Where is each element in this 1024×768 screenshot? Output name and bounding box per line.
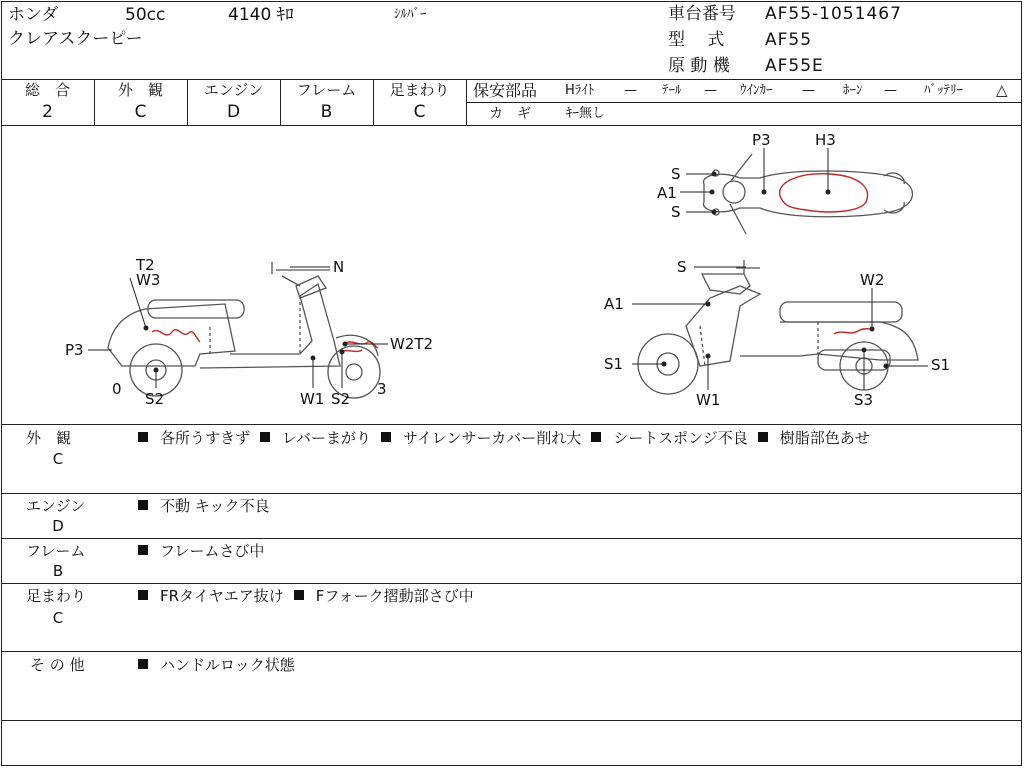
note-item: フレームさび中 <box>160 542 265 560</box>
label-left-w2t2: W2T2 <box>390 335 434 353</box>
bullet-icon <box>138 590 148 600</box>
grade-total-label: 総 合 <box>24 81 70 99</box>
label-left-3: 3 <box>377 380 387 398</box>
safety-winker-value: — <box>802 83 815 98</box>
damage-mark-top <box>780 174 868 212</box>
label-right-w1: W1 <box>696 391 721 409</box>
label-right-s3: S3 <box>854 391 874 409</box>
label-right-s1b: S1 <box>931 356 951 374</box>
note-item: 各所うすきず <box>160 429 251 447</box>
grade-engine-label: エンジン <box>203 81 264 99</box>
label-top-s1: S <box>671 165 681 183</box>
bullet-icon <box>138 545 148 555</box>
engine-label: 原 動 機 <box>668 56 730 76</box>
label-left-s2b: S2 <box>331 390 351 408</box>
label-top-p3: P3 <box>752 131 771 149</box>
scooter-diagrams <box>0 126 1024 424</box>
safety-tail-value: — <box>704 83 717 98</box>
bullet-icon <box>260 432 270 442</box>
label-right-s: S <box>677 258 687 276</box>
grade-suspension-label: 足まわり <box>389 81 450 99</box>
bullet-icon <box>138 500 148 510</box>
section-exterior-label: 外 観 <box>26 429 72 447</box>
safety-title: 保安部品 <box>473 81 538 100</box>
engine-value: AF55E <box>765 56 824 76</box>
grade-exterior-label: 外 観 <box>117 81 163 99</box>
label-left-p3: P3 <box>65 341 84 359</box>
type-value: AF55 <box>765 30 813 50</box>
label-left-t2: T2 <box>136 256 155 274</box>
grade-frame-value: B <box>320 102 333 122</box>
diagram-bottom <box>1 424 1022 425</box>
grade-total-value: 2 <box>42 102 53 122</box>
note-item: FRタイヤエア抜け <box>160 587 284 605</box>
displacement: 50cc <box>125 5 166 25</box>
leader-lines <box>88 148 928 390</box>
safety-battery-value: △ <box>996 81 1008 99</box>
mileage: 4140 ｷﾛ <box>228 5 294 25</box>
note-item: シートスポンジ不良 <box>613 429 748 447</box>
section-exterior-grade: C <box>52 450 64 468</box>
maker: ホンダ <box>8 5 59 25</box>
section-engine-grade: D <box>52 517 64 535</box>
label-top-h3: H3 <box>815 131 836 149</box>
label-left-w1: W1 <box>300 390 325 408</box>
chassis-label: 車台番号 <box>668 4 736 24</box>
note-item: ハンドルロック状態 <box>160 656 295 674</box>
damage-marks-right <box>834 328 874 334</box>
color: ｼﾙﾊﾞｰ <box>394 7 427 22</box>
grade-frame-label: フレーム <box>296 81 357 99</box>
safety-divider <box>467 102 1022 103</box>
bullet-icon <box>381 432 391 442</box>
section-other-label: そ の 他 <box>30 656 85 674</box>
type-label: 型 式 <box>668 30 725 50</box>
label-left-s2a: S2 <box>145 390 165 408</box>
label-right-a1: A1 <box>604 295 624 313</box>
grade-suspension-value: C <box>413 102 426 122</box>
section-suspension-label: 足まわり <box>26 587 87 605</box>
note-item: サイレンサーカバー削れ大 <box>402 429 582 447</box>
safety-horn-label: ﾎｰﾝ <box>843 83 863 98</box>
key-label: カ ギ <box>489 106 531 122</box>
safety-headlight-value: — <box>624 83 637 98</box>
bullet-icon <box>138 659 148 669</box>
label-left-n: N <box>333 258 345 276</box>
safety-horn-value: — <box>884 83 897 98</box>
safety-winker-label: ｳｲﾝｶｰ <box>740 83 773 98</box>
model-name: クレアスクーピー <box>8 29 143 49</box>
note-item: 樹脂部色あせ <box>779 429 870 447</box>
section-frame-label: フレーム <box>26 542 86 560</box>
label-top-s2: S <box>671 203 681 221</box>
section-frame-grade: B <box>52 562 64 580</box>
bullet-icon <box>138 432 148 442</box>
label-top-a1: A1 <box>657 184 677 202</box>
note-item: レバーまがり <box>282 429 371 447</box>
chassis-value: AF55-1051467 <box>765 4 902 24</box>
label-left-w3: W3 <box>136 271 161 289</box>
safety-tail-label: ﾃｰﾙ <box>662 83 682 98</box>
note-item: Fフォーク摺動部さび中 <box>315 587 474 605</box>
bullet-icon <box>591 432 601 442</box>
label-left-0: 0 <box>112 380 122 398</box>
grade-row-top <box>1 79 1022 80</box>
grade-engine-value: D <box>226 102 241 122</box>
label-right-w2: W2 <box>860 271 885 289</box>
label-right-s1a: S1 <box>604 355 624 373</box>
safety-battery-label: ﾊﾞｯﾃﾘｰ <box>924 83 963 98</box>
section-suspension-grade: C <box>52 609 64 627</box>
scooter-top-view <box>703 154 912 234</box>
bullet-icon <box>294 590 304 600</box>
note-item: 不動 キック不良 <box>160 497 270 515</box>
section-engine-label: エンジン <box>26 497 86 515</box>
key-value: ｷｰ無し <box>566 106 606 121</box>
bullet-icon <box>758 432 768 442</box>
safety-headlight-label: Hﾗｲﾄ <box>565 83 595 98</box>
grade-exterior-value: C <box>134 102 147 122</box>
